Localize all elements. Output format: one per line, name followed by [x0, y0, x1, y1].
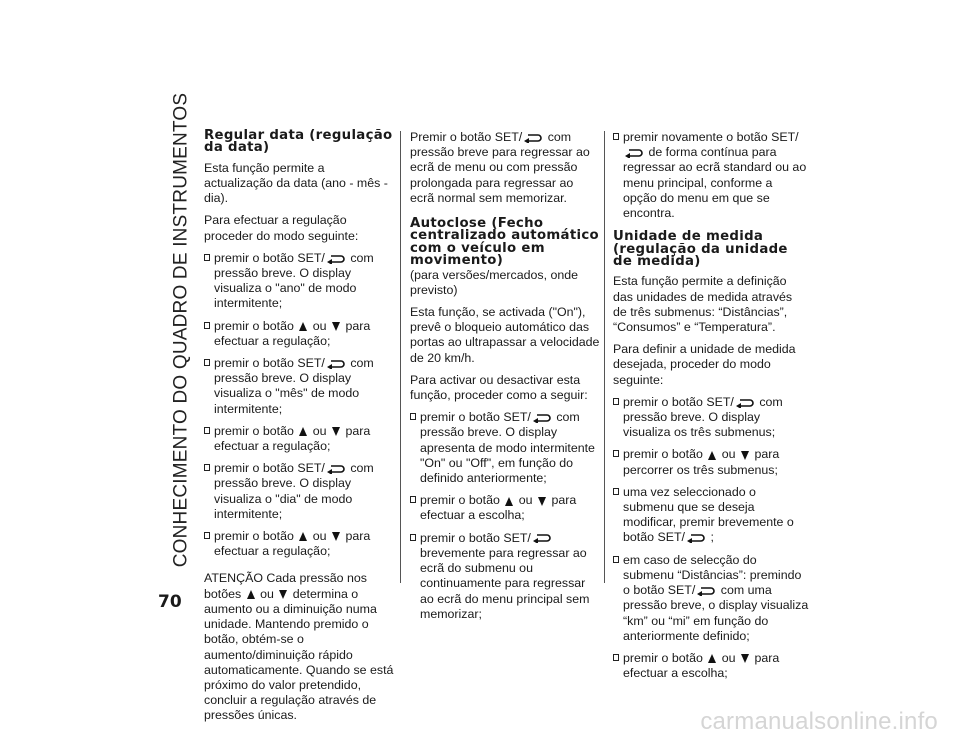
- item-text: uma vez seleccionado o submenu que se deseja modificar, premir brevemente o botão SET/: [623, 484, 794, 545]
- paragraph: Para efectuar a regulação proceder do modo seguinte:: [204, 213, 359, 243]
- item-text: premir o botão SET/: [623, 394, 734, 409]
- paragraph: [410, 130, 600, 206]
- item-text: premir o botão: [623, 650, 707, 665]
- arrow-up-icon: [708, 451, 716, 460]
- item-text: premir o botão SET/: [420, 530, 531, 545]
- list-item: [613, 553, 809, 644]
- note-text: ATENÇÃO Cada pressão nos botões: [204, 571, 367, 601]
- arrow-down-icon: [741, 654, 749, 663]
- item-text: brevemente para regressar ao ecrã do submenu ou continuamente para regressar ao ecrã do menu principal sem memorizar;: [420, 545, 590, 621]
- paragraph: Esta função, se activada ("On"), prevê o bloqueio automático das portas ao ultrapassar a velocidade de 20 km/h.: [410, 305, 600, 365]
- item-text: premir novamente o botão SET/: [623, 130, 799, 144]
- item-text: premir o botão: [214, 529, 298, 544]
- column-2: [410, 130, 600, 629]
- item-text: com pressão breve. O display apresenta de modo intermitente "On" ou "Off", em função do definido anteriormente;: [420, 410, 595, 486]
- list-item: [410, 531, 600, 622]
- item-text: para efectuar a regulação;: [214, 529, 371, 559]
- list-item: [410, 493, 600, 523]
- list-item: [204, 461, 394, 522]
- return-arrow-icon: [326, 464, 346, 474]
- item-text: de forma contínua para regressar ao ecrã standard ou ao menu principal, conforme a opção do menu em que se encontra.: [623, 145, 807, 221]
- item-text: para efectuar a regulação;: [214, 318, 371, 348]
- list-item: [204, 424, 394, 454]
- item-text: ou: [718, 650, 740, 665]
- list-item: [613, 395, 809, 441]
- list-item: [613, 130, 809, 221]
- checkbox-bullet-icon: [613, 556, 619, 563]
- arrow-up-icon: [505, 497, 513, 506]
- return-arrow-icon: [532, 533, 552, 543]
- paragraph: Esta função permite a actualização da data (ano - mês - dia).: [204, 160, 388, 206]
- item-text: em caso de selecção do submenu “Distâncias”: premindo o botão SET/: [623, 552, 802, 598]
- arrow-up-icon: [299, 322, 307, 331]
- item-text: ou: [309, 318, 331, 333]
- checkbox-bullet-icon: [204, 427, 210, 434]
- item-text: premir o botão SET/: [214, 356, 325, 371]
- list-item: [204, 529, 394, 559]
- paragraph: Para definir a unidade de medida desejada, proceder do modo seguinte:: [613, 342, 796, 387]
- paragraph: Para activar ou desactivar esta função, proceder como a seguir:: [410, 372, 588, 403]
- list-item: [204, 251, 394, 312]
- item-text: ou: [515, 493, 537, 508]
- item-text: ou: [309, 423, 331, 438]
- item-text: para efectuar a escolha;: [623, 650, 780, 681]
- arrow-up-icon: [247, 590, 255, 599]
- item-text: ;: [707, 530, 714, 545]
- subheading-note: (para versões/mercados, onde previsto): [410, 267, 579, 297]
- item-text: com uma pressão breve, o display visualiza “km” ou “mi” em função do anteriormente definido;: [623, 583, 809, 643]
- list-item: [613, 447, 809, 477]
- arrow-up-icon: [299, 532, 307, 541]
- checkbox-bullet-icon: [204, 359, 210, 366]
- item-text: ou: [718, 447, 740, 462]
- checkbox-bullet-icon: [613, 133, 619, 140]
- return-arrow-icon: [532, 413, 552, 423]
- arrow-down-icon: [332, 322, 340, 331]
- arrow-down-icon: [332, 532, 340, 541]
- checkbox-bullet-icon: [613, 450, 619, 457]
- return-arrow-icon: [326, 254, 346, 264]
- item-text: premir o botão: [420, 493, 504, 508]
- paragraph: Esta função permite a definição das unidades de medida através de três submenus: “Distâncias”, “Consumos” e “Temperatura”.: [613, 274, 793, 335]
- arrow-down-icon: [332, 427, 340, 436]
- list-item: [410, 410, 600, 486]
- heading-unidade-de-medida: Unidade de medida (regulação da unidade de medida): [613, 229, 788, 270]
- checkbox-bullet-icon: [204, 322, 210, 329]
- list-item: [613, 651, 809, 681]
- checkbox-bullet-icon: [410, 496, 416, 503]
- column-1: [204, 130, 394, 731]
- checkbox-bullet-icon: [410, 534, 416, 541]
- column-divider: [604, 131, 605, 583]
- checkbox-bullet-icon: [204, 254, 210, 261]
- return-arrow-icon: [696, 586, 716, 596]
- checkbox-bullet-icon: [204, 532, 210, 539]
- item-text: premir o botão: [623, 447, 707, 462]
- checkbox-bullet-icon: [410, 413, 416, 420]
- note-text: determina o aumento ou a diminuição numa unidade. Mantendo premido o botão, obtém-se o aumento/diminuição rápido automaticamente. Quando se está próximo do valor pretendido, concluir a regulação através de pressões únicas.: [204, 586, 394, 723]
- note-text: ou: [256, 586, 278, 601]
- arrow-down-icon: [741, 451, 749, 460]
- item-text: com pressão breve. O display visualiza os três submenus;: [623, 394, 783, 440]
- item-text: premir o botão SET/: [420, 410, 531, 425]
- return-arrow-icon: [326, 359, 346, 369]
- attention-note: [204, 571, 394, 723]
- return-arrow-icon: [624, 148, 644, 158]
- heading-regular-data: Regular data (regulação da data): [204, 128, 393, 156]
- side-title-text: CONHECIMENTO DO QUADRO DE INSTRUMENTOS: [170, 92, 192, 568]
- watermark: carmanualsonline.info: [700, 708, 938, 735]
- section-side-title: [166, 92, 196, 568]
- checkbox-bullet-icon: [613, 488, 619, 495]
- item-text: premir o botão: [214, 318, 298, 333]
- arrow-up-icon: [708, 654, 716, 663]
- item-text: premir o botão SET/: [214, 250, 325, 265]
- return-arrow-icon: [735, 398, 755, 408]
- paragraph-text: com pressão breve para regressar ao ecrã de menu ou com pressão prolongada para regressar ao ecrã normal sem memorizar.: [410, 130, 590, 205]
- return-arrow-icon: [686, 533, 706, 543]
- list-item: [613, 485, 809, 546]
- item-text: para efectuar a escolha;: [420, 493, 577, 523]
- paragraph-text: Premir o botão SET/: [410, 130, 523, 144]
- item-text: para percorrer os três submenus;: [623, 447, 780, 477]
- item-text: com pressão breve. O display visualiza o "ano" de modo intermitente;: [214, 250, 374, 311]
- list-item: [204, 319, 394, 349]
- item-text: com pressão breve. O display visualiza o "mês" de modo intermitente;: [214, 356, 374, 416]
- arrow-down-icon: [538, 497, 546, 506]
- item-text: ou: [309, 529, 331, 544]
- item-text: para efectuar a regulação;: [214, 423, 371, 454]
- arrow-down-icon: [279, 590, 287, 599]
- item-text: premir o botão SET/: [214, 461, 325, 476]
- item-text: com pressão breve. O display visualiza o "dia" de modo intermitente;: [214, 461, 374, 521]
- checkbox-bullet-icon: [204, 464, 210, 471]
- list-item: [204, 356, 394, 417]
- item-text: premir o botão: [214, 423, 298, 438]
- return-arrow-icon: [523, 133, 543, 143]
- arrow-up-icon: [299, 427, 307, 436]
- column-3: [613, 130, 809, 688]
- page-number: 70: [158, 592, 182, 612]
- column-divider: [400, 131, 401, 583]
- heading-autoclose: Autoclose (Fecho centralizado automático com o veículo em movimento): [410, 216, 599, 269]
- checkbox-bullet-icon: [613, 654, 619, 661]
- checkbox-bullet-icon: [613, 398, 619, 405]
